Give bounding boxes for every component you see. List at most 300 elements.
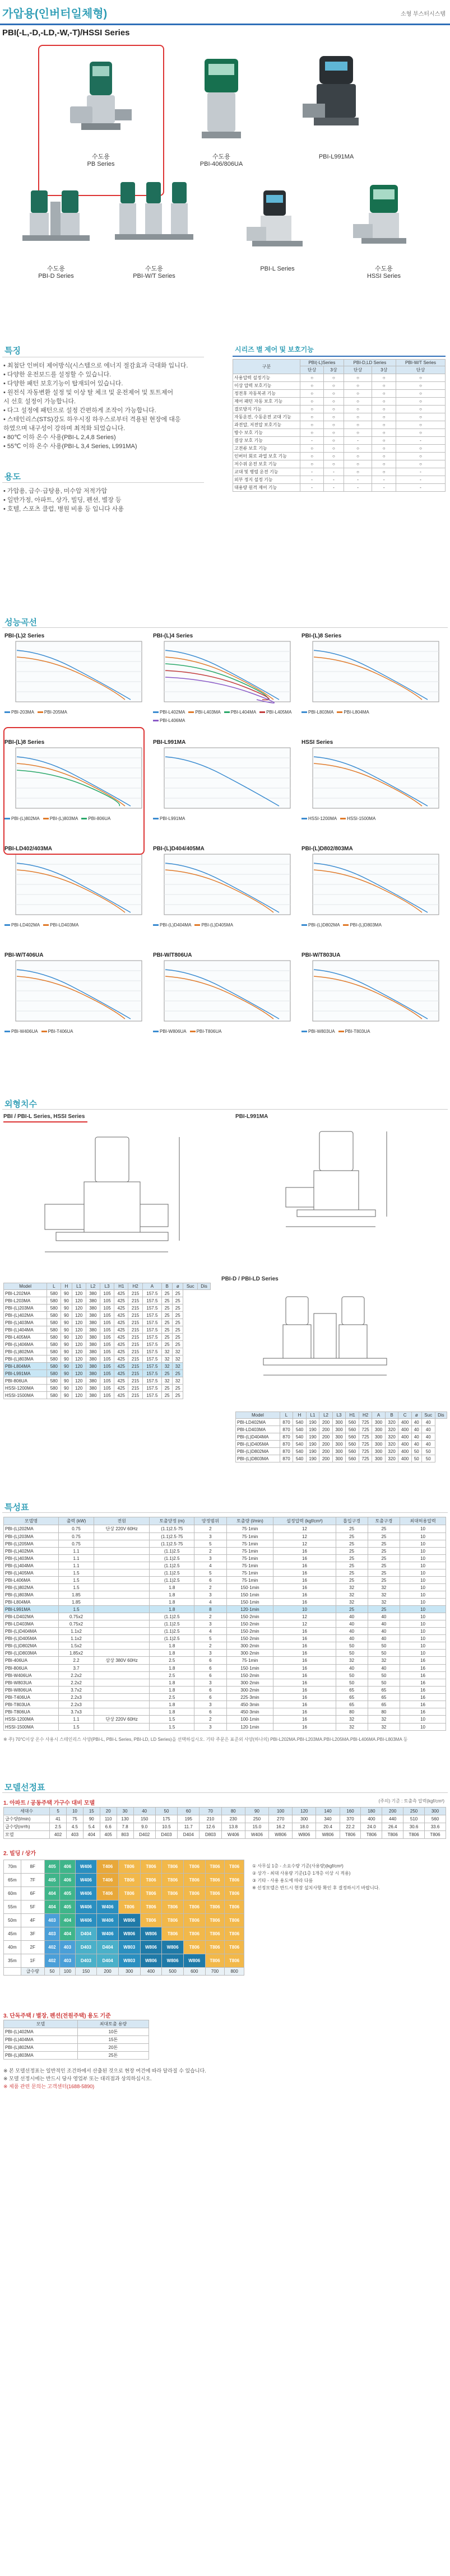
table-cell: 406 xyxy=(60,1860,75,1874)
table-cell: 402 xyxy=(44,1954,59,1968)
table-cell: 580 xyxy=(47,1348,61,1355)
table-cell: 사용압력 설정기능 xyxy=(233,374,300,382)
legend-label: PBI-203MA xyxy=(11,710,34,715)
table-header: L2 xyxy=(319,1412,333,1419)
table-cell: 16 xyxy=(273,1569,336,1577)
table-cell: 215 xyxy=(128,1290,142,1297)
table-header: 토출양정 (m) xyxy=(150,1517,194,1525)
chart-legend xyxy=(301,710,444,715)
legend-swatch xyxy=(153,924,159,926)
table-cell: 급수량(m³/h) xyxy=(4,1823,50,1831)
table-row xyxy=(233,382,446,390)
product-pbi-l991ma xyxy=(286,50,387,161)
table-cell: 380 xyxy=(86,1355,100,1363)
table-cell: 215 xyxy=(128,1341,142,1348)
table-cell: 540 xyxy=(293,1448,307,1455)
table-row xyxy=(4,1887,244,1900)
table-cell: 90 xyxy=(61,1312,72,1319)
legend-entry xyxy=(301,923,340,928)
table-header: 80 xyxy=(221,1808,245,1815)
table-cell: 50 xyxy=(368,1672,400,1679)
table-cell: 30.6 xyxy=(403,1823,425,1831)
table-cell: ○ xyxy=(372,445,396,453)
table-cell: 삼상 380V 60Hz xyxy=(94,1657,150,1665)
product-series: PBI-D Series xyxy=(38,273,74,280)
table-cell: ○ xyxy=(300,374,324,382)
table-header: Dis xyxy=(198,1283,211,1290)
table-row xyxy=(4,1540,446,1548)
table-header: 160 xyxy=(340,1808,361,1815)
table-cell xyxy=(94,1540,150,1548)
table-row xyxy=(4,1968,244,1976)
table-cell: T806 xyxy=(225,1927,244,1941)
table-cell: 급수량 xyxy=(21,1968,44,1976)
table-cell: PBI-(L)802MA xyxy=(4,1348,47,1355)
product-series: HSSI Series xyxy=(367,273,401,280)
table-cell: 405 xyxy=(44,1874,59,1887)
table-cell: 2.2x3 xyxy=(58,1701,94,1708)
table-cell: T806 xyxy=(162,1900,184,1914)
table-header: 20 xyxy=(100,1808,117,1815)
table-cell: 25 xyxy=(368,1540,400,1548)
table-cell: 단상 220V 60Hz xyxy=(94,1525,150,1533)
table-cell: 560 xyxy=(346,1448,359,1455)
table-cell: 40m xyxy=(4,1941,21,1954)
table-cell: 404 xyxy=(44,1900,59,1914)
table-cell: T806 xyxy=(118,1887,140,1900)
table-header: Suc xyxy=(421,1412,435,1419)
table-cell: 정전후 자동복귀 기능 xyxy=(233,390,300,398)
table-cell: PBI-(L)803MA xyxy=(4,1355,47,1363)
table-cell: 6.6 xyxy=(100,1823,117,1831)
footer-note: ※ 제품 관련 문의는 고객센터(1688-5890) xyxy=(3,2084,95,2089)
table-cell: ○ xyxy=(372,453,396,460)
feature-item: • 다양한 운전보드를 설정할 수 있습니다. xyxy=(3,371,112,378)
table-cell: 5 xyxy=(194,1540,226,1548)
table-cell: 32 xyxy=(162,1348,173,1355)
table-cell: 380 xyxy=(86,1377,100,1385)
table-cell: ○ xyxy=(324,374,344,382)
table-cell: PBI-(L)D803MA xyxy=(4,1650,59,1657)
table-cell: 25 xyxy=(162,1341,173,1348)
table-cell: 32 xyxy=(336,1584,368,1591)
table-cell: 2 xyxy=(194,1642,226,1650)
table-cell: PBI-(L)403MA xyxy=(4,1555,59,1562)
table-cell: 870 xyxy=(280,1441,293,1448)
table-cell: ○ xyxy=(324,437,344,445)
protection-title: 시리즈 별 제어 및 보호기능 xyxy=(235,346,314,353)
table-cell: ○ xyxy=(396,374,446,382)
table-cell xyxy=(94,1599,150,1606)
table-header: 출력 (kW) xyxy=(58,1517,94,1525)
table-cell: - xyxy=(344,476,372,484)
table-cell: 1.5 xyxy=(150,1723,194,1731)
table-cell: 4 xyxy=(194,1599,226,1606)
table-cell: 75 xyxy=(66,1815,83,1823)
table-row xyxy=(236,1441,447,1448)
table-cell: 215 xyxy=(128,1363,142,1370)
table-cell: 15톤 xyxy=(77,2036,149,2044)
table-cell: 2 xyxy=(194,1548,226,1555)
table-cell: PBI-T803UA xyxy=(4,1701,59,1708)
table-cell: 10 xyxy=(400,1540,446,1548)
table-header: 120 xyxy=(293,1808,316,1815)
table-cell: 2 xyxy=(194,1525,226,1533)
table-cell: 32 xyxy=(336,1723,368,1731)
feature-item: 시 선호 설정이 가능합니다. xyxy=(3,398,76,405)
table-cell: (1.1)2.5 xyxy=(150,1548,194,1555)
legend-label: PBI-T406UA xyxy=(48,1029,73,1034)
table-cell xyxy=(94,1584,150,1591)
table-cell: PBI-(L)D405MA xyxy=(236,1441,280,1448)
table-cell: 1.1x2 xyxy=(58,1635,94,1642)
table-cell: 120 xyxy=(72,1326,86,1334)
table-cell: 215 xyxy=(128,1385,142,1392)
table-cell: 40 xyxy=(368,1620,400,1628)
table-cell: 400 xyxy=(140,1968,162,1976)
table-cell: 320 xyxy=(385,1448,398,1455)
table-cell: 대용량 원격 제어 기능 xyxy=(233,484,300,492)
table-cell: 190 xyxy=(306,1441,319,1448)
selection-grid xyxy=(3,1860,244,2000)
table-cell xyxy=(94,1687,150,1694)
table-cell: 175 xyxy=(155,1815,177,1823)
table-cell: 65 xyxy=(368,1701,400,1708)
table-cell: T806 xyxy=(403,1831,425,1839)
table-cell: 32 xyxy=(162,1377,173,1385)
red-underline xyxy=(3,1121,87,1122)
table-cell: ○ xyxy=(396,445,446,453)
performance-rule xyxy=(2,627,448,628)
legend-label: PBI-205MA xyxy=(44,710,67,715)
table-cell: 0.75 xyxy=(58,1540,94,1548)
table-cell: (1.1)2.5·75 xyxy=(150,1540,194,1548)
table-cell: 4.5 xyxy=(66,1823,83,1831)
performance-chart xyxy=(301,952,444,1034)
table-cell: D403 xyxy=(75,1941,97,1954)
table-cell: 90 xyxy=(61,1385,72,1392)
table-cell: 380 xyxy=(86,1305,100,1312)
chart-legend xyxy=(153,923,296,928)
table-cell: 10 xyxy=(400,1613,446,1620)
table-cell: 10 xyxy=(400,1635,446,1642)
table-row xyxy=(4,1363,211,1370)
table-header: L xyxy=(280,1412,293,1419)
table-cell: 25 xyxy=(162,1370,173,1377)
table-cell: - xyxy=(396,484,446,492)
legend-swatch xyxy=(153,818,159,819)
table-cell: 40 xyxy=(368,1613,400,1620)
table-cell: 65 xyxy=(336,1694,368,1701)
table-cell: T806 xyxy=(118,1874,140,1887)
table-cell: 580 xyxy=(47,1297,61,1305)
table-cell: 540 xyxy=(293,1455,307,1462)
table-cell: 425 xyxy=(114,1290,128,1297)
table-cell: PBI-806UA xyxy=(4,1377,47,1385)
table-row xyxy=(233,398,446,406)
table-row xyxy=(233,437,446,445)
table-cell: 40 xyxy=(336,1620,368,1628)
table-cell: 1.1 xyxy=(58,1716,94,1723)
table-cell: 방수 보호 기능 xyxy=(233,429,300,437)
table-cell: T406 xyxy=(97,1874,119,1887)
table-cell: 3.7 xyxy=(58,1665,94,1672)
table-cell: 40 xyxy=(411,1419,421,1426)
table-row xyxy=(4,1355,211,1363)
product-pbi-d-series xyxy=(11,185,101,280)
chart-title: HSSI Series xyxy=(301,739,333,746)
table-cell: 50 xyxy=(368,1642,400,1650)
chart-legend xyxy=(4,710,147,715)
feature-item: • 원전식 자동변환 설정 및 이상 탈 체크 및 운전제어 및 토트제어 xyxy=(3,389,174,396)
table-cell: 120 xyxy=(72,1370,86,1377)
table-cell: 300 xyxy=(332,1433,346,1441)
table-row xyxy=(233,460,446,468)
table-cell: 40 xyxy=(336,1628,368,1635)
table-cell: 제어 패턴 자동 보호 기능 xyxy=(233,398,300,406)
table-header: 30 xyxy=(117,1808,133,1815)
table-cell: 1.1 xyxy=(58,1562,94,1569)
table-cell: PBI-L804MA xyxy=(4,1363,47,1370)
protection-table xyxy=(233,359,446,492)
table-cell: 25 xyxy=(173,1334,183,1341)
dimensions-rule xyxy=(2,1109,448,1110)
table-cell: 580 xyxy=(47,1319,61,1326)
table-cell: 3.7x2 xyxy=(58,1687,94,1694)
table-cell: 6 xyxy=(194,1687,226,1694)
table-cell: 215 xyxy=(128,1377,142,1385)
legend-entry xyxy=(188,710,220,715)
table-cell: ○ xyxy=(344,374,372,382)
product-series: PBI-W/T Series xyxy=(133,273,175,280)
selection-section xyxy=(0,1781,450,2571)
table-cell: 340 xyxy=(316,1815,340,1823)
table-cell: HSSI-1500MA xyxy=(4,1392,47,1399)
table-cell: 440 xyxy=(382,1815,403,1823)
table-header: 70 xyxy=(200,1808,221,1815)
table-cell: 150·1min xyxy=(226,1591,273,1599)
legend-swatch xyxy=(190,1031,196,1032)
table-cell: 9.0 xyxy=(133,1823,155,1831)
table-row xyxy=(233,390,446,398)
table-cell: ○ xyxy=(372,429,396,437)
table-cell: 32 xyxy=(368,1716,400,1723)
legend-entry xyxy=(338,1029,370,1034)
table-cell: 10 xyxy=(400,1620,446,1628)
table-cell: ○ xyxy=(300,421,324,429)
table-cell xyxy=(94,1569,150,1577)
table-cell: 90 xyxy=(83,1815,100,1823)
table-cell: 25 xyxy=(173,1326,183,1334)
table-cell: 320 xyxy=(385,1433,398,1441)
chart-title: PBI-W/T803UA xyxy=(301,952,341,958)
table-cell: ○ xyxy=(324,460,344,468)
legend-entry xyxy=(301,1029,335,1034)
table-cell: PBI-L804MA xyxy=(4,1599,59,1606)
table-cell: T806 xyxy=(205,1941,225,1954)
table-cell: 65 xyxy=(368,1687,400,1694)
table-cell xyxy=(4,1968,21,1976)
performance-chart xyxy=(4,633,147,715)
table-cell: 1.8 xyxy=(150,1650,194,1657)
dimension-table-d xyxy=(235,1412,447,1462)
table-cell: 215 xyxy=(128,1370,142,1377)
legend-label: PBI-(L)802MA xyxy=(11,816,40,821)
table-header: ø xyxy=(173,1283,183,1290)
legend-label: PBI-L403MA xyxy=(195,710,221,715)
table-cell: 425 xyxy=(114,1341,128,1348)
table-cell: - xyxy=(344,437,372,445)
table-cell: 1.8 xyxy=(150,1606,194,1613)
table-cell xyxy=(94,1672,150,1679)
table-cell: 25 xyxy=(368,1533,400,1540)
table-header: H1 xyxy=(346,1412,359,1419)
table-cell: - xyxy=(396,468,446,476)
table-cell: 580 xyxy=(47,1370,61,1377)
table-row xyxy=(4,1815,446,1823)
table-cell xyxy=(94,1533,150,1540)
table-cell: PBI-(L)802MA xyxy=(4,1584,59,1591)
table-cell: 400 xyxy=(398,1433,412,1441)
feature-item: • 55℃ 이하 온수 사용(PBI-L 3,4 Series, L991MA) xyxy=(3,443,137,450)
table-cell: T806 xyxy=(205,1927,225,1941)
table-cell: 215 xyxy=(128,1312,142,1319)
table-cell: 150·1min xyxy=(226,1584,273,1591)
table-cell: 300 xyxy=(332,1448,346,1455)
table-cell: 32 xyxy=(336,1591,368,1599)
selection-sub1-right: (주의) 기준 : 토출측 압력(kgf/cm²) xyxy=(378,1799,444,1804)
table-cell: 402 xyxy=(50,1831,67,1839)
legend-entry xyxy=(194,923,233,928)
header-title xyxy=(2,4,107,21)
table-cell: ○ xyxy=(396,429,446,437)
table-cell xyxy=(94,1548,150,1555)
table-cell: 157.5 xyxy=(142,1305,161,1312)
legend-label: PBI-LD402MA xyxy=(11,923,40,928)
legend-entry xyxy=(4,923,40,928)
table-cell: T806 xyxy=(340,1831,361,1839)
legend-label: PBI-W803UA xyxy=(308,1029,335,1034)
table-cell: T806 xyxy=(162,1927,184,1941)
product-pbi-l-series xyxy=(230,185,325,273)
table-cell: 2.5 xyxy=(50,1823,67,1831)
table-cell: 1.5 xyxy=(58,1569,94,1577)
table-cell: 157.5 xyxy=(142,1363,161,1370)
footer-note: ※ 모델 선정시에는 반드시 당사 영업부 또는 대리점과 상의하십시오. xyxy=(3,2076,152,2081)
table-cell: 2.5 xyxy=(150,1694,194,1701)
table-cell: 32 xyxy=(336,1716,368,1723)
table-cell: 16 xyxy=(273,1657,336,1665)
table-cell: W406 xyxy=(221,1831,245,1839)
table-cell: 404 xyxy=(83,1831,100,1839)
selection-sub3: 3. 단독주택 / 별장, 펜션(전원주택) 용도 기준 xyxy=(3,2013,111,2019)
table-cell: ○ xyxy=(344,390,372,398)
table-cell xyxy=(94,1708,150,1716)
table-cell: T806 xyxy=(183,1900,205,1914)
usage-item: • 일반가정, 아파트, 상가, 빌딩, 펜션, 별장 등 xyxy=(3,497,122,504)
table-cell: 25 xyxy=(368,1525,400,1533)
table-cell: 200 xyxy=(319,1419,333,1426)
table-row xyxy=(4,1385,211,1392)
table-row xyxy=(4,1548,446,1555)
pump-drawing-right xyxy=(263,1126,432,1266)
table-cell: 380 xyxy=(86,1348,100,1355)
table-row xyxy=(233,484,446,492)
table-cell: 1.1 xyxy=(58,1555,94,1562)
table-cell: 300·2min xyxy=(226,1687,273,1694)
table-header: 15 xyxy=(83,1808,100,1815)
table-cell: 35m xyxy=(4,1954,21,1968)
table-cell: 870 xyxy=(280,1448,293,1455)
table-cell: 7F xyxy=(21,1874,44,1887)
product-name: 수도용 xyxy=(92,153,110,160)
table-cell: 425 xyxy=(114,1348,128,1355)
table-cell: 과전압, 저전압 보호기능 xyxy=(233,421,300,429)
legend-swatch xyxy=(337,711,342,713)
table-cell: 3.7x3 xyxy=(58,1708,94,1716)
table-cell: 400 xyxy=(398,1448,412,1455)
table-cell: ○ xyxy=(396,460,446,468)
table-cell: 40 xyxy=(336,1665,368,1672)
legend-label: PBI-L402MA xyxy=(160,710,185,715)
table-cell: - xyxy=(300,468,324,476)
table-cell: ○ xyxy=(324,413,344,421)
legend-entry xyxy=(343,923,381,928)
table-cell: 1.5 xyxy=(58,1606,94,1613)
table-cell: 404 xyxy=(60,1914,75,1927)
table-cell: 6 xyxy=(194,1657,226,1665)
table-cell: 6 xyxy=(194,1672,226,1679)
table-cell: 0.75x2 xyxy=(58,1620,94,1628)
dimensions-d-label: PBI-D / PBI-LD Series xyxy=(221,1276,279,1282)
table-cell: (1.1)2.5 xyxy=(150,1577,194,1584)
table-cell: 870 xyxy=(280,1455,293,1462)
table-cell: 425 xyxy=(114,1370,128,1377)
table-cell: 12.6 xyxy=(200,1823,221,1831)
table-cell: 25 xyxy=(162,1312,173,1319)
table-cell: 25 xyxy=(173,1312,183,1319)
table-cell: PBI-(L)405MA xyxy=(4,1569,59,1577)
table-row xyxy=(4,1900,244,1914)
table-cell: 90 xyxy=(61,1319,72,1326)
table-cell: 300 xyxy=(332,1441,346,1448)
chart-plot xyxy=(301,746,444,813)
table-cell: 3F xyxy=(21,1927,44,1941)
table-cell: 10 xyxy=(400,1584,446,1591)
table-cell: 75·1min xyxy=(226,1533,273,1540)
table-cell: 25 xyxy=(162,1326,173,1334)
table-cell: 75·1min xyxy=(226,1555,273,1562)
table-cell: 25 xyxy=(368,1548,400,1555)
table-cell: 200 xyxy=(319,1441,333,1448)
table-cell: 25 xyxy=(368,1569,400,1577)
table-cell: 157.5 xyxy=(142,1355,161,1363)
table-cell: 580 xyxy=(47,1326,61,1334)
table-cell: PBI-(L)403MA xyxy=(4,1319,47,1326)
table-cell: T806 xyxy=(225,1874,244,1887)
product-name: 수도용 xyxy=(212,153,230,160)
table-cell: 16 xyxy=(273,1584,336,1591)
table-cell: 75·1min xyxy=(226,1569,273,1577)
table-cell: 10 xyxy=(273,1606,336,1613)
table-cell: 120 xyxy=(72,1355,86,1363)
table-cell: 단상 220V 60Hz xyxy=(94,1716,150,1723)
table-cell: 404 xyxy=(44,1887,59,1900)
table-header: 설정압력 (kgf/cm²) xyxy=(273,1517,336,1525)
table-cell: 150·2min xyxy=(226,1635,273,1642)
features-title: 특징 xyxy=(4,346,21,356)
table-cell: 70m xyxy=(4,1860,21,1874)
